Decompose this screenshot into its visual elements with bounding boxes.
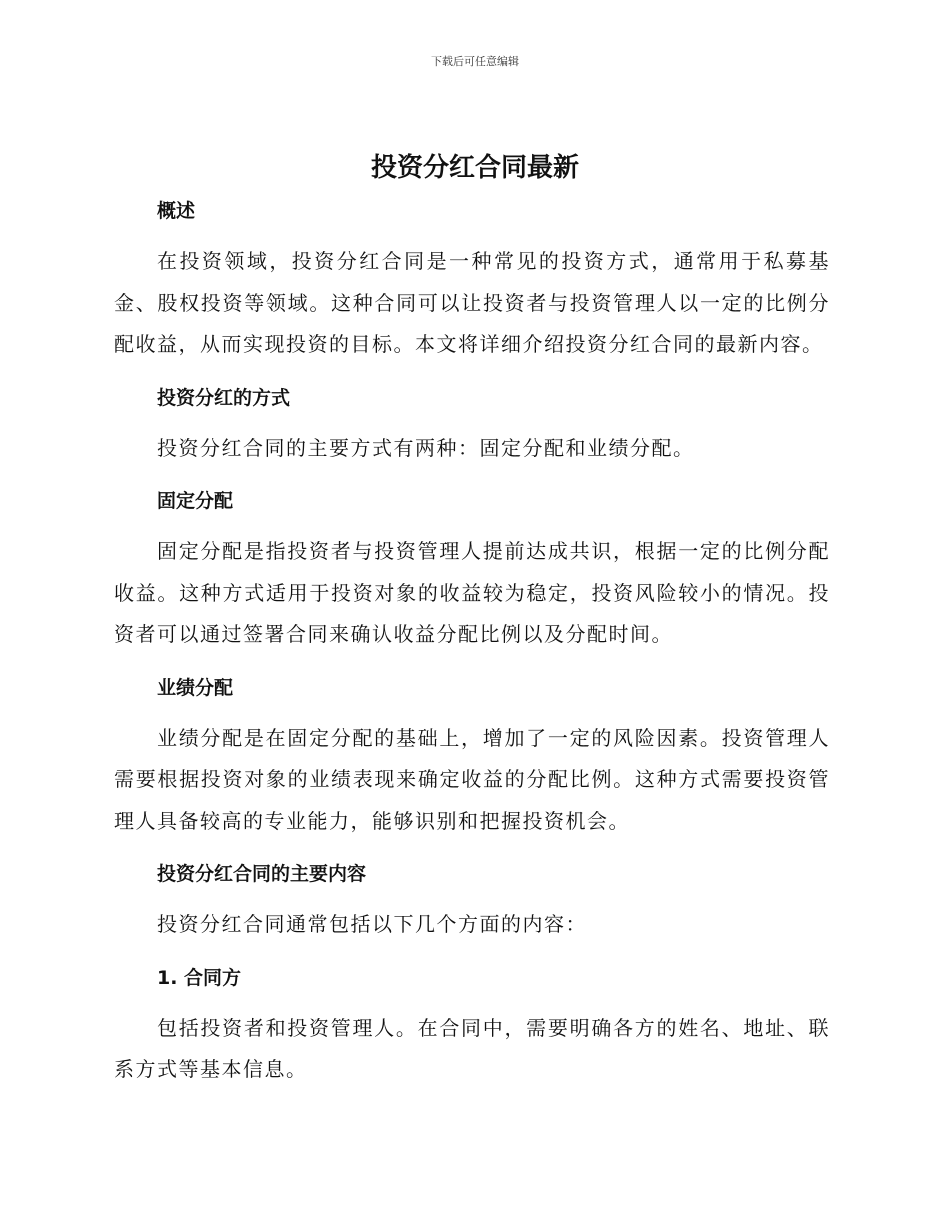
section-performance-distribution [114,670,830,843]
section-heading: 固定分配 [157,490,234,512]
section-heading: 业绩分配 [157,676,234,699]
section-heading: 投资分红合同的主要内容 [157,863,367,885]
section-heading: 投资分红的方式 [157,386,291,409]
section-heading: 1. 合同方 [157,966,242,989]
document-body [114,193,830,1091]
section-dividend-methods [114,380,830,470]
section-paragraph: 包括投资者和投资管理人。在合同中，需要明确各方的姓名、地址、联系方式等基本信息。 [114,1015,830,1081]
section-paragraph: 在投资领域，投资分红合同是一种常见的投资方式，通常用于私募基金、股权投资等领域。这种合同可以让投资者与投资管理人以一定的比例分配收益，从而实现投资的目标。本文将详细介绍投资分红合同的最新内容。 [114,249,830,356]
section-fixed-distribution [114,483,830,656]
section-paragraph: 业绩分配是在固定分配的基础上，增加了一定的风险因素。投资管理人需要根据投资对象的业绩表现来确定收益的分配比例。这种方式需要投资管理人具备较高的专业能力，能够识别和把握投资机会。 [114,725,830,833]
section-paragraph: 投资分红合同通常包括以下几个方面的内容： [157,912,587,936]
section-main-contents [114,856,830,946]
page-header-note: 下载后可任意编辑 [431,55,519,68]
section-heading: 概述 [157,200,196,222]
section-overview [114,193,830,366]
section-paragraph: 投资分红合同的主要方式有两种：固定分配和业绩分配。 [157,435,695,460]
document-title: 投资分红合同最新 [370,153,579,183]
section-contract-parties [114,960,830,1091]
section-paragraph: 固定分配是指投资者与投资管理人提前达成共识，根据一定的比例分配收益。这种方式适用于投资对象的收益较为稳定，投资风险较小的情况。投资者可以通过签署合同来确认收益分配比例以及分配时间。 [114,539,830,646]
